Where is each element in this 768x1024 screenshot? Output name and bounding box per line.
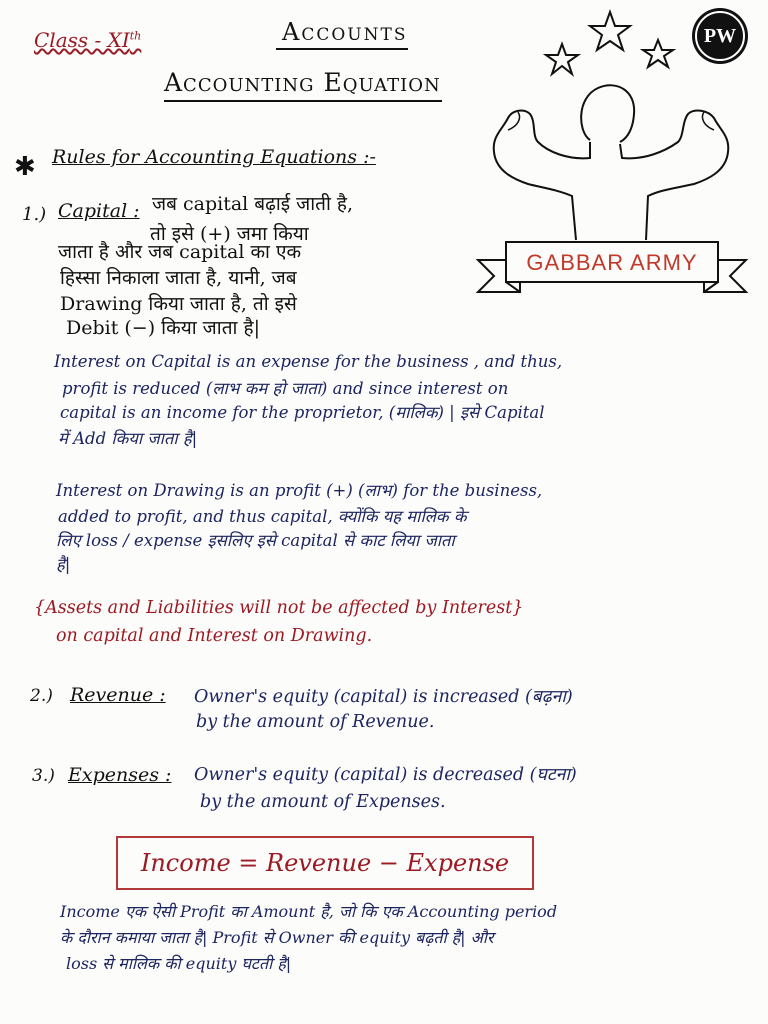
title-underline <box>276 48 408 50</box>
pw-logo-icon <box>692 8 748 64</box>
formula-text: Income = Revenue − Expense <box>140 849 510 877</box>
revenue-number: 2.) <box>30 686 53 706</box>
capital-line: तो इसे (+) जमा किया <box>150 223 309 245</box>
interest-capital-line: में Add किया जाता है| <box>58 429 198 448</box>
note-line: on capital and Interest on Drawing. <box>56 626 373 646</box>
star-icon <box>590 12 630 50</box>
star-icon <box>643 40 673 67</box>
stars-illustration <box>540 8 690 78</box>
revenue-line: Owner's equity (capital) is increased (बढ़ना) <box>194 687 573 707</box>
expenses-title: Expenses : <box>68 764 172 786</box>
interest-drawing-line: added to profit, and thus capital, क्योंकि यह मालिक के <box>58 507 467 526</box>
capital-line: Debit (−) किया जाता है| <box>66 317 260 339</box>
capital-title: Capital : <box>58 200 140 222</box>
interest-drawing-line: है| <box>56 555 71 574</box>
expenses-line: Owner's equity (capital) is decreased (घटना) <box>194 765 577 785</box>
pw-logo-text: PW <box>695 11 745 61</box>
capital-number: 1.) <box>22 204 47 225</box>
rules-heading: Rules for Accounting Equations :- <box>52 146 376 168</box>
expenses-line: by the amount of Expenses. <box>200 792 446 812</box>
class-label: Class - XIth <box>34 28 142 52</box>
capital-line: जब capital बढ़ाई जाती है, <box>152 193 354 215</box>
income-line: के दौरान कमाया जाता है| Profit से Owner की equity बढ़ती है| और <box>60 928 494 947</box>
income-line: loss से मालिक की equity घटती है| <box>66 954 292 973</box>
capital-line: जाता है और जब capital का एक <box>58 241 302 263</box>
interest-drawing-line: लिए loss / expense इसलिए इसे capital से काट लिया जाता <box>56 531 455 550</box>
interest-capital-line: profit is reduced (लाभ कम हो जाता) and since interest on <box>62 379 509 398</box>
interest-capital-line: Interest on Capital is an expense for the business , and thus, <box>54 352 563 371</box>
banner-text: GABBAR ARMY <box>526 250 698 275</box>
interest-capital-line: capital is an income for the proprietor, (मालिक) | इसे Capital <box>60 403 545 422</box>
revenue-line: by the amount of Revenue. <box>196 712 435 732</box>
page-title: Accounts <box>282 18 408 46</box>
income-line: Income एक ऐसी Profit का Amount है, जो कि एक Accounting period <box>60 902 558 921</box>
capital-line: Drawing किया जाता है, तो इसे <box>60 293 297 315</box>
page-subtitle: Accounting Equation <box>164 68 441 97</box>
revenue-title: Revenue : <box>70 684 166 706</box>
interest-drawing-line: Interest on Drawing is an profit (+) (लाभ) for the business, <box>56 481 543 500</box>
formula-box <box>116 836 534 890</box>
capital-line: हिस्सा निकाला जाता है, यानी, जब <box>60 267 297 289</box>
subtitle-underline <box>164 100 442 102</box>
expenses-number: 3.) <box>32 766 55 786</box>
note-line: {Assets and Liabilities will not be affected by Interest} <box>34 598 524 618</box>
muscle-man-icon <box>488 80 738 250</box>
star-icon <box>546 44 578 74</box>
rules-star-icon: ✱ <box>14 152 36 182</box>
